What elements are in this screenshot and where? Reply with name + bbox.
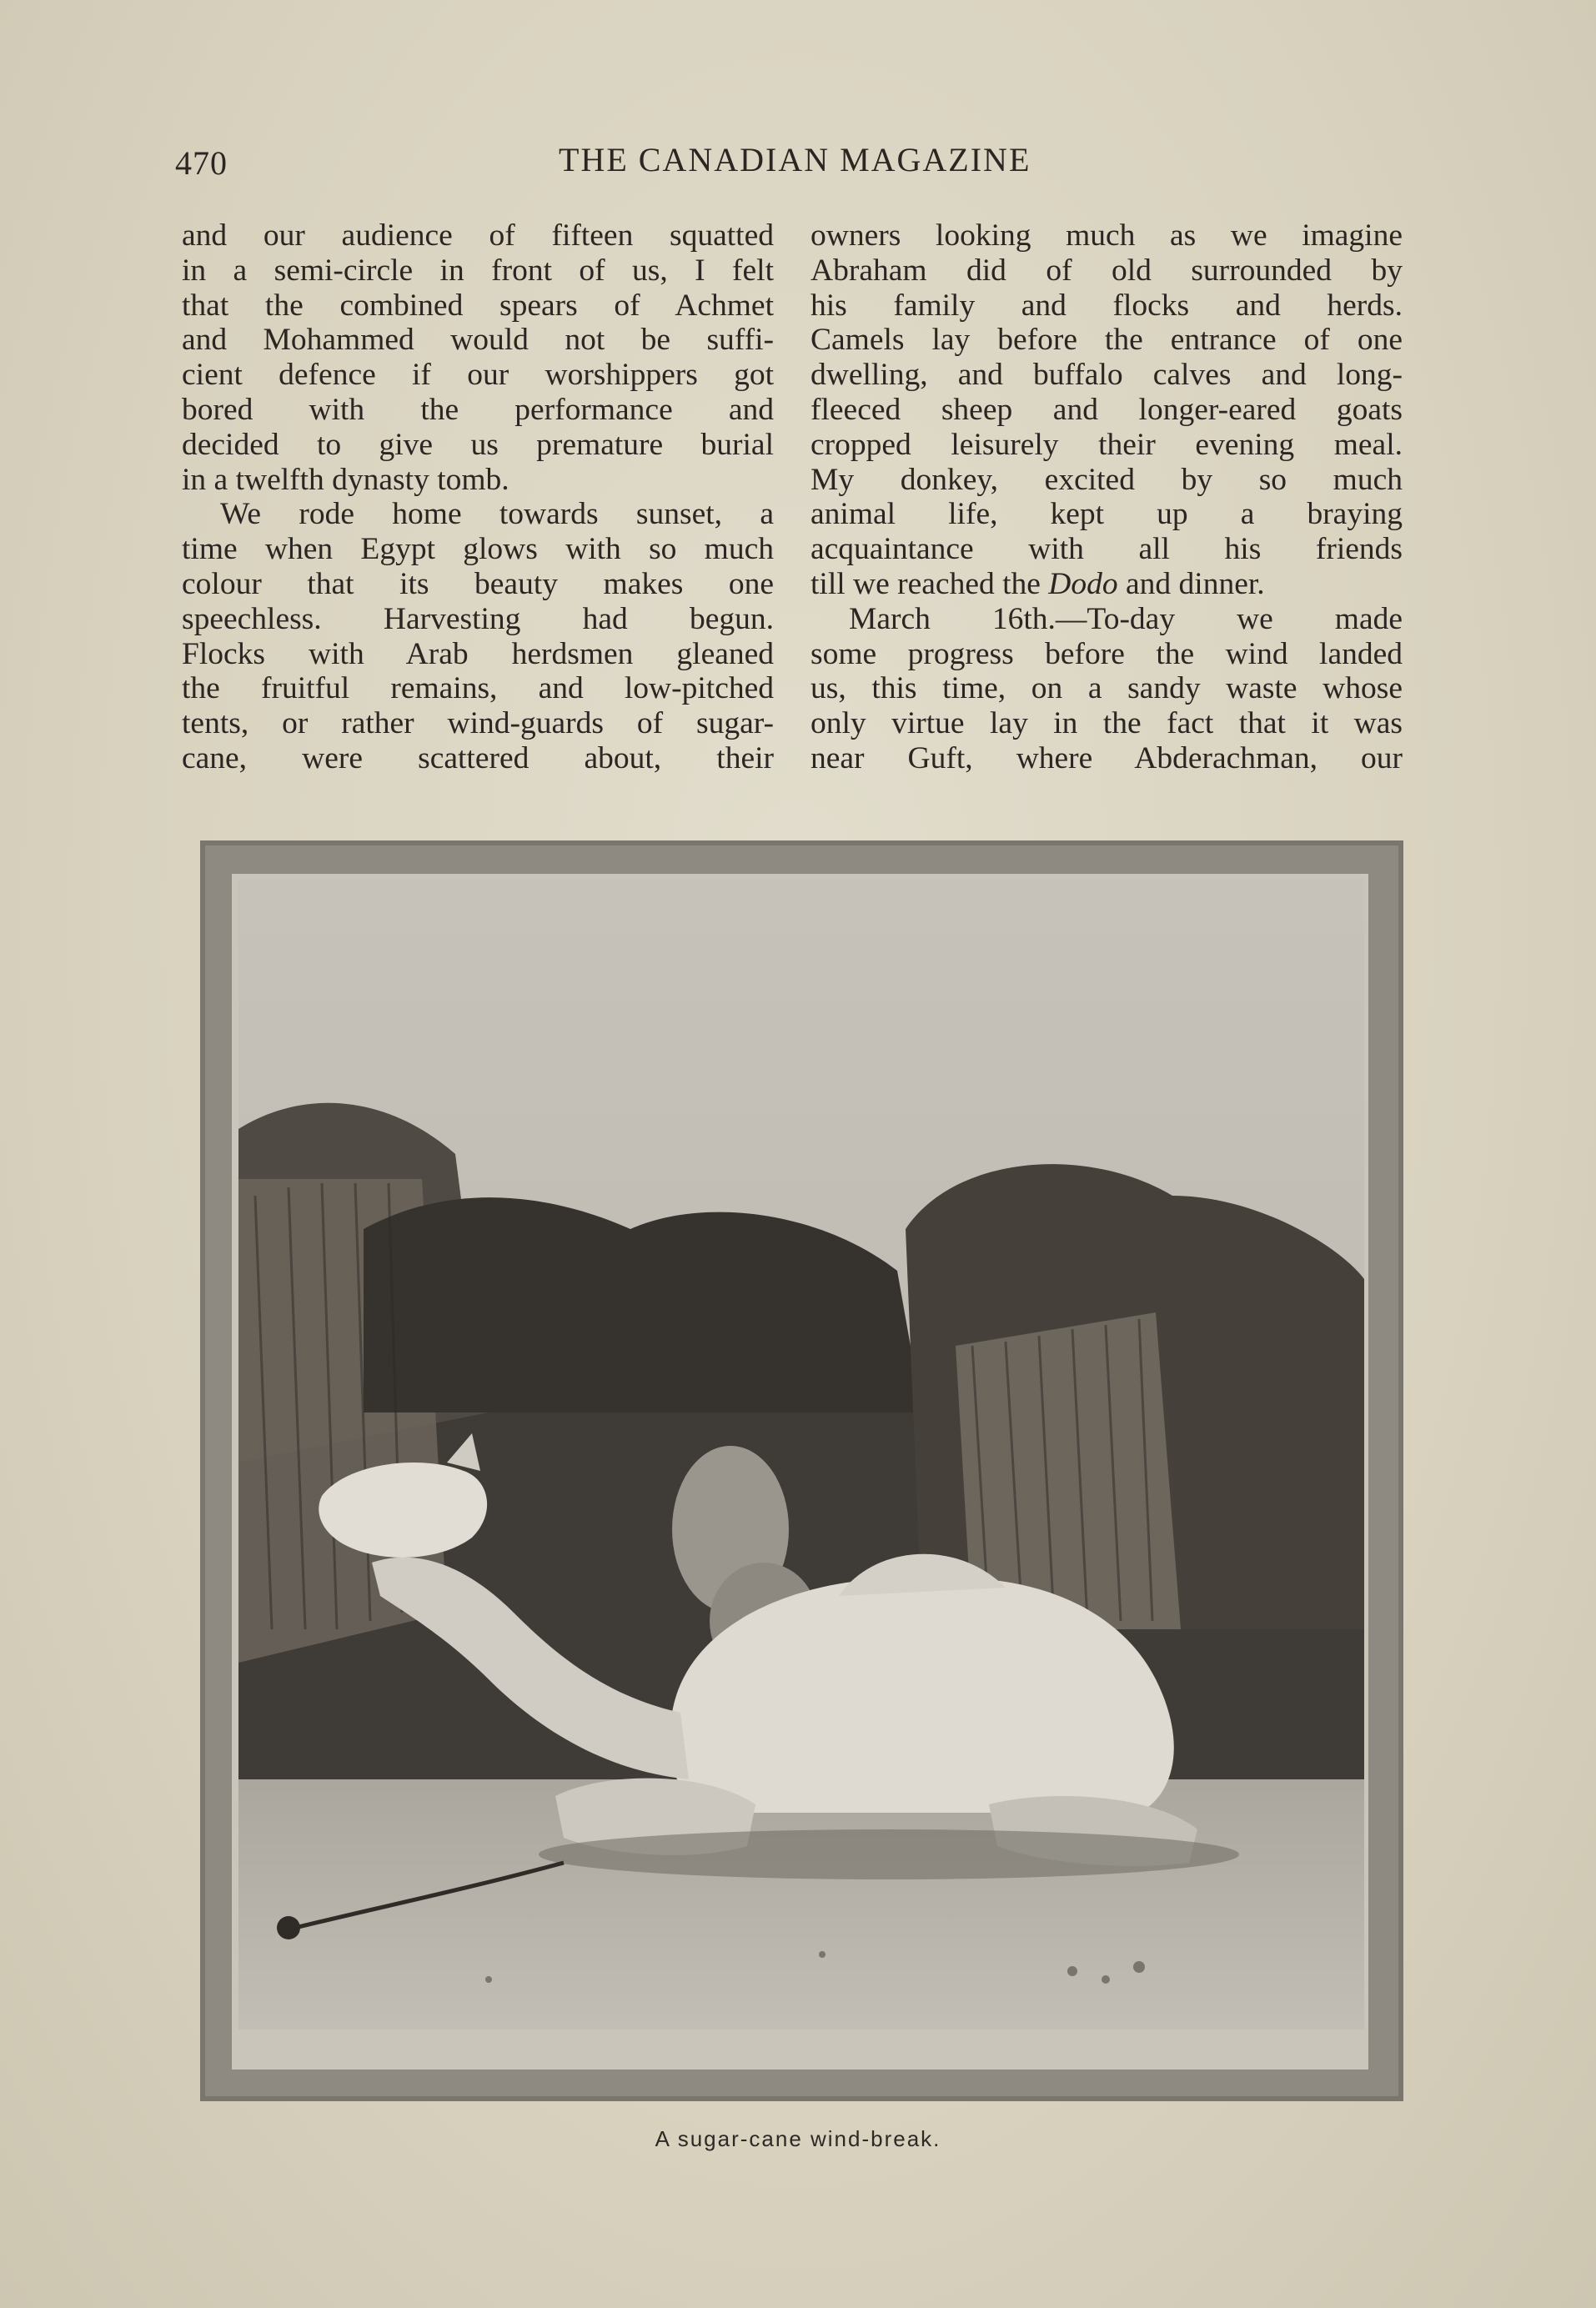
text-column-left: [182, 218, 774, 776]
photo-figure: [200, 840, 1403, 2101]
text-fragment: till we reached the: [811, 566, 1049, 601]
text-line: that the combined spears of Achmet: [182, 288, 774, 323]
text-column-right: [811, 218, 1403, 776]
text-line: speechless. Harvesting had begun.: [182, 601, 774, 636]
text-line: March 16th.—To-day we made: [849, 601, 1403, 636]
camel-photograph: [238, 879, 1364, 2030]
text-line: us, this time, on a sandy waste whose: [811, 671, 1403, 706]
photo-caption: A sugar-cane wind-break.: [655, 2126, 941, 2151]
text-line: cient defence if our worshippers got: [182, 358, 774, 393]
running-title: THE CANADIAN MAGAZINE: [559, 141, 1031, 178]
text-line: cane, were scattered about, their: [182, 740, 774, 775]
text-line: cropped leisurely their evening meal.: [811, 427, 1403, 462]
text-fragment: and dinner.: [1117, 566, 1265, 601]
text-line: Camels lay before the entrance of one: [811, 323, 1403, 358]
text-line: near Guft, where Abderachman, our: [811, 740, 1403, 775]
text-line: [811, 567, 1403, 602]
text-line: animal life, kept up a braying: [811, 497, 1403, 532]
text-line: Abraham did of old surrounded by: [811, 253, 1403, 288]
text-line: My donkey, excited by so much: [811, 462, 1403, 497]
text-line: dwelling, and buffalo calves and long-: [811, 358, 1403, 393]
text-line: the fruitful remains, and low-pitched: [182, 671, 774, 706]
text-line: tents, or rather wind-guards of sugar-: [182, 706, 774, 741]
text-line: and Mohammed would not be suffi-: [182, 323, 774, 358]
text-line: owners looking much as we imagine: [811, 218, 1403, 253]
text-line: only virtue lay in the fact that it was: [811, 706, 1403, 741]
text-line: fleeced sheep and longer-eared goats: [811, 392, 1403, 427]
text-line: in a twelfth dynasty tomb.: [182, 462, 509, 497]
text-line: and our audience of fifteen squatted: [182, 218, 774, 253]
text-line: some progress before the wind landed: [811, 636, 1403, 671]
camel-photo-illustration: [238, 879, 1364, 2030]
text-line: his family and flocks and herds.: [811, 288, 1403, 323]
page-number: 470: [175, 144, 228, 182]
text-line: decided to give us premature burial: [182, 427, 774, 462]
text-line: bored with the performance and: [182, 392, 774, 427]
text-line: acquaintance with all his friends: [811, 532, 1403, 567]
text-line: We rode home towards sunset, a: [220, 497, 774, 532]
text-line: colour that its beauty makes one: [182, 566, 774, 601]
page-header: [175, 140, 1409, 190]
ship-name-italic: Dodo: [1048, 566, 1118, 601]
text-line: time when Egypt glows with so much: [182, 532, 774, 567]
text-line: in a semi-circle in front of us, I felt: [182, 253, 774, 288]
text-line: Flocks with Arab herdsmen gleaned: [182, 636, 774, 671]
